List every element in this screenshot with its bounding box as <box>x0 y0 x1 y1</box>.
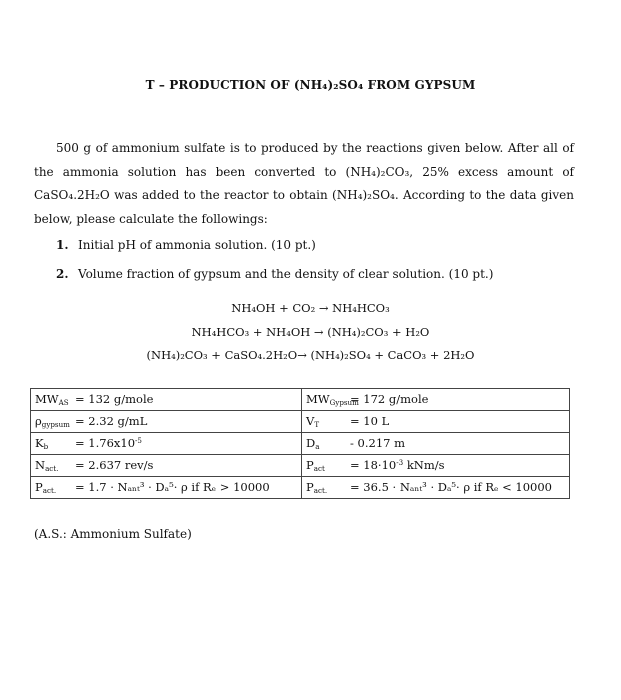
table-cell <box>31 477 302 499</box>
param-subscript: a <box>315 441 320 451</box>
problem-text: 500 g of ammonium sulfate is to produced by the reactions given below. After all of the ammonia solution has been converted to (NH₄)₂CO₃, 25% excess amount of CaSO₄.2H₂O was added to the reactor to obtain (NH₄)₂SO₄. According to the data given below, please calculate the followings: <box>34 141 574 226</box>
table-cell <box>302 389 570 411</box>
param-key <box>306 436 350 451</box>
param-subscript: Gypsum <box>329 397 359 407</box>
question-list <box>56 235 493 293</box>
param-value: = 2.637 rev/s <box>75 458 154 473</box>
param-value: = 2.32 g/mL <box>75 414 148 429</box>
param-value: = 18·10 <box>350 458 397 473</box>
param-unit: kNm/s <box>403 458 445 473</box>
param-subscript: T <box>314 419 320 429</box>
table-cell <box>302 433 570 455</box>
table-row <box>31 455 570 477</box>
question-number: 1. <box>56 238 69 252</box>
param-key <box>306 458 350 473</box>
table-cell <box>31 411 302 433</box>
question-text: Initial pH of ammonia solution. (10 pt.) <box>78 238 316 252</box>
param-subscript: act. <box>42 485 57 495</box>
param-symbol: D <box>306 436 316 451</box>
param-symbol: K <box>35 436 44 451</box>
data-table <box>30 388 570 499</box>
param-exponent: -3 <box>396 458 404 468</box>
param-symbol: MW <box>35 392 59 407</box>
param-key <box>306 480 350 495</box>
param-key <box>35 392 75 407</box>
param-subscript: act. <box>313 485 328 495</box>
param-key <box>35 414 75 429</box>
param-subscript: AS <box>58 397 69 407</box>
table-row <box>31 411 570 433</box>
list-item <box>56 264 493 293</box>
param-subscript: b <box>43 441 49 451</box>
param-value: = 10 L <box>350 414 390 429</box>
reaction-3: (NH₄)₂CO₃ + CaSO₄.2H₂O→ (NH₄)₂SO₄ + CaCO₃ + 2H₂O <box>146 348 475 362</box>
param-subscript: act <box>313 463 325 473</box>
page-title: T – PRODUCTION OF (NH₄)₂SO₄ FROM GYPSUM <box>145 78 476 92</box>
problem-statement <box>34 137 574 231</box>
table-cell <box>31 389 302 411</box>
param-symbol: P <box>35 480 43 495</box>
param-key <box>306 392 359 407</box>
table-cell <box>302 477 570 499</box>
param-key <box>35 458 75 473</box>
param-symbol: N <box>35 458 46 473</box>
param-value: = 1.76x10 <box>75 436 136 451</box>
list-item <box>56 235 493 264</box>
param-symbol: P <box>306 480 314 495</box>
param-key <box>35 436 75 451</box>
table-row <box>31 477 570 499</box>
param-symbol: MW <box>306 392 330 407</box>
param-symbol: ρ <box>35 414 42 429</box>
table-cell <box>31 455 302 477</box>
reaction-equations <box>0 297 621 368</box>
table-cell <box>31 433 302 455</box>
param-value: = 1.7 · Nₐₙₜ³ · Dₐ⁵· ρ if Rₑ > 10000 <box>75 480 270 495</box>
table-cell <box>302 411 570 433</box>
reaction-2: NH₄HCO₃ + NH₄OH → (NH₄)₂CO₃ + H₂O <box>191 324 430 339</box>
table-cell <box>302 455 570 477</box>
param-key <box>35 480 75 495</box>
param-symbol: P <box>306 458 314 473</box>
footnote: (A.S.: Ammonium Sulfate) <box>34 527 192 541</box>
table-row <box>31 433 570 455</box>
param-subscript: act. <box>45 463 59 473</box>
param-value: = 36.5 · Nₐₙₜ³ · Dₐ⁵· ρ if Rₑ < 10000 <box>350 480 552 495</box>
param-key <box>306 414 350 429</box>
question-number: 2. <box>56 267 69 281</box>
param-value: - 0.217 m <box>350 436 406 451</box>
param-subscript: gypsum <box>41 419 70 429</box>
question-text: Volume fraction of gypsum and the density of clear solution. (10 pt.) <box>78 267 494 281</box>
param-value: = 132 g/mole <box>75 392 154 407</box>
table-row <box>31 389 570 411</box>
param-exponent: -5 <box>135 436 142 446</box>
param-symbol: V <box>306 414 315 429</box>
param-value: = 172 g/mole <box>350 392 429 407</box>
reaction-1: NH₄OH + CO₂ → NH₄HCO₃ <box>231 301 390 315</box>
